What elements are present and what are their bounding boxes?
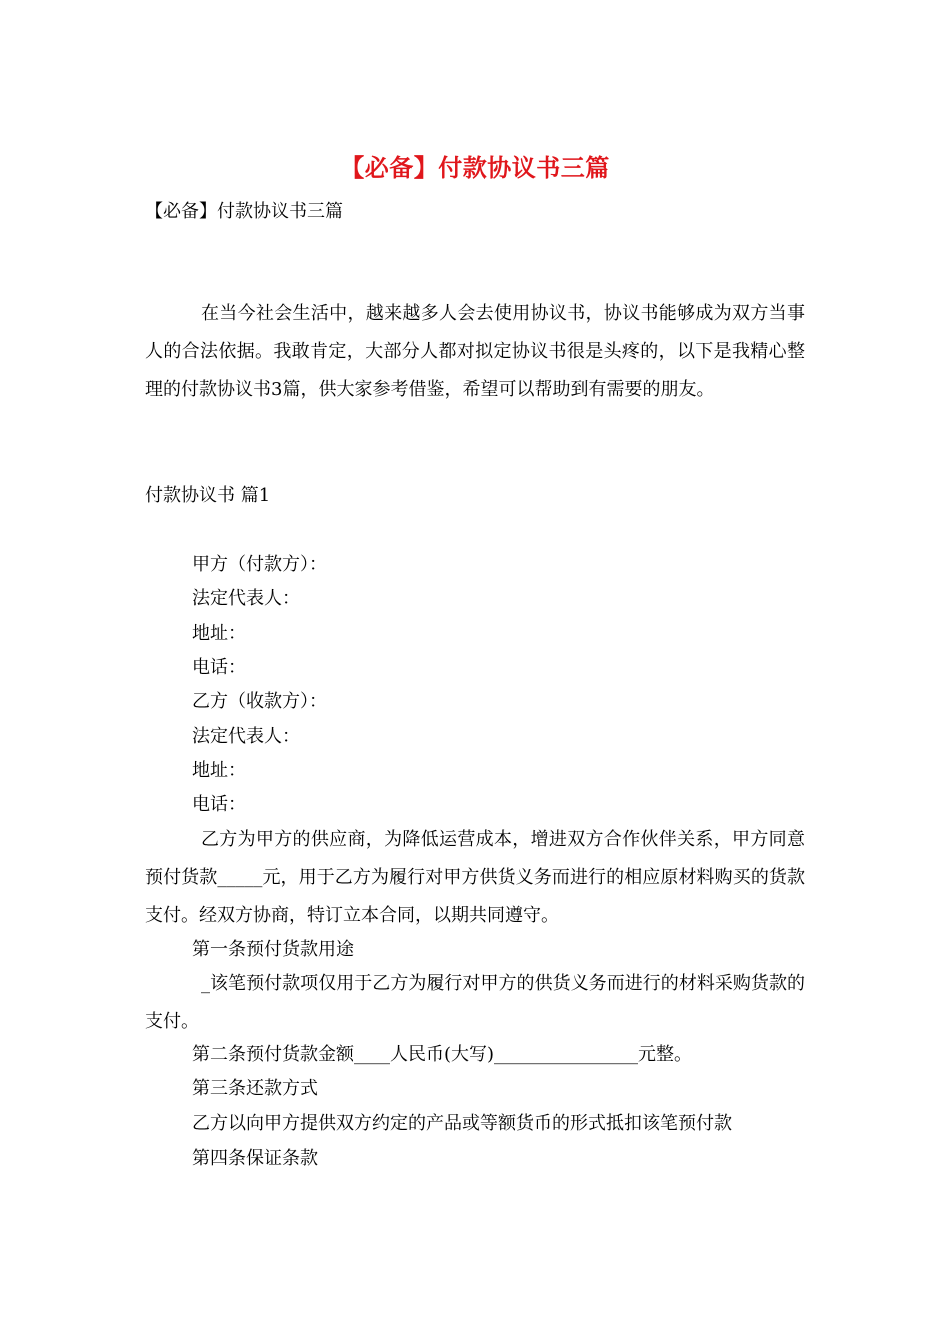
party-a-address: 地址： (192, 623, 246, 644)
party-a-label: 甲方（付款方）： (192, 554, 327, 575)
document-title: 【必备】付款协议书三篇 (340, 153, 610, 182)
party-b-label: 乙方（收款方）： (192, 691, 327, 712)
intro-paragraph: 在当今社会生活中，越来越多人会去使用协议书，协议书能够成为双方当事人的合法依据。我敢肯定，大部分人都对拟定协议书很是头疼的，以下是我精心整理的付款协议书3篇，供大家参考借鉴，希望可以帮助到有需要的朋友。 (145, 303, 805, 400)
article-2: 第二条预付货款金额____人民币(大写)________________元整。 (192, 1044, 693, 1065)
section-heading: 付款协议书 篇1 (145, 485, 271, 506)
article-1-body: _该笔预付款项仅用于乙方为履行对甲方的供货义务而进行的材料采购货款的支付。 (145, 973, 805, 1032)
article-3-title: 第三条还款方式 (192, 1078, 318, 1099)
party-b-phone: 电话： (192, 794, 246, 815)
party-b-address: 地址： (192, 760, 246, 781)
party-a-representative: 法定代表人： (192, 588, 300, 609)
document-subtitle: 【必备】付款协议书三篇 (145, 201, 343, 222)
article-1-title: 第一条预付货款用途 (192, 939, 354, 960)
article-4-title: 第四条保证条款 (192, 1148, 318, 1169)
preamble-paragraph: 乙方为甲方的供应商，为降低运营成本，增进双方合作伙伴关系，甲方同意预付货款_____元，用于乙方为履行对甲方供货义务而进行的相应原材料购买的货款支付。经双方协商，特订立本合同，以期共同遵守。 (145, 829, 805, 926)
party-b-representative: 法定代表人： (192, 726, 300, 747)
party-a-phone: 电话： (192, 657, 246, 678)
article-3-body: 乙方以向甲方提供双方约定的产品或等额货币的形式抵扣该笔预付款 (192, 1113, 732, 1134)
